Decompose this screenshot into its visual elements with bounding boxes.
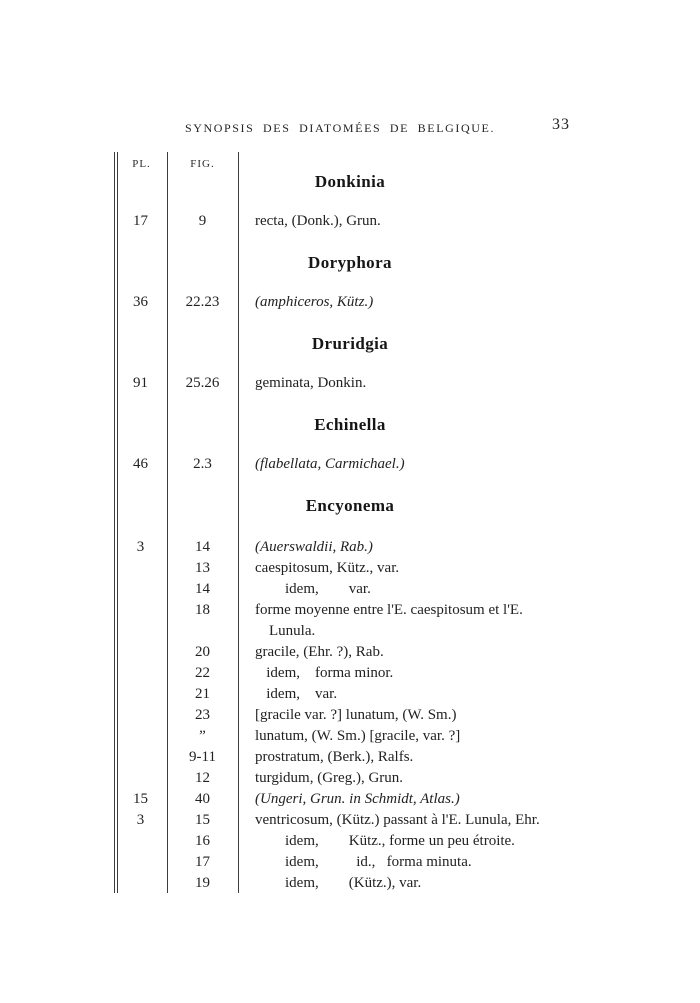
plate-number bbox=[114, 663, 167, 684]
plate-number: 91 bbox=[133, 375, 148, 391]
species-entry bbox=[238, 579, 609, 600]
table-row bbox=[114, 642, 609, 663]
table-row bbox=[114, 454, 609, 475]
table-rule-fig-desc bbox=[238, 152, 239, 893]
genus-section bbox=[114, 335, 609, 394]
species-entry bbox=[238, 558, 609, 579]
species-entry bbox=[238, 852, 609, 873]
figure-number: 2.3 bbox=[193, 456, 212, 472]
plate-number bbox=[114, 558, 167, 579]
table-row bbox=[114, 663, 609, 684]
species-entry-text: idem, Kütz., forme un peu étroite. bbox=[255, 833, 515, 849]
species-entry-text: idem, var. bbox=[255, 686, 338, 702]
species-entry bbox=[238, 684, 609, 705]
species-entry-text: geminata, Donkin. bbox=[255, 375, 367, 391]
table-row bbox=[114, 768, 609, 789]
figure-number: 40 bbox=[195, 791, 210, 807]
species-entry-text: (flabellata, Carmichael.) bbox=[255, 456, 405, 472]
table-left-double-rule-inner bbox=[117, 152, 118, 893]
species-entry-text: (Ungeri, Grun. in Schmidt, Atlas.) bbox=[255, 791, 460, 807]
table-row bbox=[114, 558, 609, 579]
table-row bbox=[114, 831, 609, 852]
species-entry bbox=[238, 292, 609, 313]
figure-number: 14 bbox=[195, 539, 210, 555]
table-row bbox=[114, 852, 609, 873]
plate-number: 36 bbox=[133, 294, 148, 310]
species-entry-text: (Auerswaldii, Rab.) bbox=[255, 539, 373, 555]
plate-number bbox=[114, 579, 167, 600]
genus-section bbox=[114, 173, 609, 232]
species-entry bbox=[238, 454, 609, 475]
species-entry-text: (amphiceros, Kütz.) bbox=[255, 294, 374, 310]
table-row bbox=[114, 810, 609, 831]
species-entry-text: ventricosum, (Kütz.) passant à l'E. Lunula, Ehr. bbox=[255, 812, 540, 828]
figure-number: 12 bbox=[195, 770, 210, 786]
plate-number bbox=[114, 705, 167, 726]
species-entry-text: idem, var. bbox=[255, 581, 371, 597]
table-row bbox=[114, 873, 609, 894]
figure-number: 9-11 bbox=[189, 749, 216, 765]
plate-number: 3 bbox=[136, 812, 145, 828]
plate-number bbox=[114, 684, 167, 705]
species-entry-text: idem, id., forma minuta. bbox=[255, 854, 472, 870]
species-entry bbox=[238, 600, 609, 642]
figure-number: ” bbox=[199, 728, 206, 744]
plate-number: 46 bbox=[133, 456, 148, 472]
plate-number bbox=[114, 768, 167, 789]
table-rule-pl-fig bbox=[167, 152, 168, 893]
species-entry bbox=[238, 373, 609, 394]
genus-heading: Donkinia bbox=[314, 172, 386, 191]
table-row bbox=[114, 600, 609, 642]
species-entry bbox=[238, 789, 609, 810]
species-entry-text: prostratum, (Berk.), Ralfs. bbox=[255, 749, 414, 765]
species-entry bbox=[238, 873, 609, 894]
species-entry bbox=[238, 642, 609, 663]
figure-number: 16 bbox=[195, 833, 210, 849]
plate-number bbox=[114, 642, 167, 663]
genus-section bbox=[114, 416, 609, 475]
figure-number: 17 bbox=[195, 854, 210, 870]
figure-number: 25.26 bbox=[185, 375, 220, 391]
plate-number bbox=[114, 747, 167, 768]
species-entry bbox=[238, 705, 609, 726]
species-entry-text: idem, forma minor. bbox=[255, 665, 394, 681]
species-entry bbox=[238, 810, 609, 831]
table-row bbox=[114, 537, 609, 558]
species-entry-text: idem, (Kütz.), var. bbox=[255, 875, 422, 891]
species-entry bbox=[238, 537, 609, 558]
plate-number bbox=[114, 852, 167, 873]
species-entry-text: lunatum, (W. Sm.) [gracile, var. ?] bbox=[255, 728, 461, 744]
figure-number: 14 bbox=[195, 581, 210, 597]
species-entry bbox=[238, 726, 609, 747]
genus-heading: Echinella bbox=[314, 415, 386, 434]
column-headers bbox=[114, 158, 609, 170]
species-entry bbox=[238, 768, 609, 789]
column-header-figure: FIG. bbox=[190, 158, 215, 170]
species-entry-continuation: Lunula. bbox=[269, 623, 316, 639]
figure-number: 22 bbox=[195, 665, 210, 681]
figure-number: 9 bbox=[198, 213, 207, 229]
plate-number bbox=[114, 600, 167, 642]
plate-number: 17 bbox=[133, 213, 148, 229]
species-entry bbox=[238, 831, 609, 852]
species-entry-text: caespitosum, Kütz., var. bbox=[255, 560, 400, 576]
plate-number: 3 bbox=[136, 539, 145, 555]
table-left-double-rule-outer bbox=[114, 152, 115, 893]
running-header-title: SYNOPSIS DES DIATOMÉES DE BELGIQUE. bbox=[184, 121, 496, 135]
figure-number: 20 bbox=[195, 644, 210, 660]
genus-heading: Encyonema bbox=[305, 496, 395, 515]
table-row bbox=[114, 726, 609, 747]
species-entry-text: recta, (Donk.), Grun. bbox=[255, 213, 381, 229]
species-entry-text: [gracile var. ?] lunatum, (W. Sm.) bbox=[255, 707, 457, 723]
species-entry bbox=[238, 211, 609, 232]
species-entry bbox=[238, 663, 609, 684]
genus-section bbox=[114, 497, 609, 894]
species-entry-text: gracile, (Ehr. ?), Rab. bbox=[255, 644, 384, 660]
table-row bbox=[114, 789, 609, 810]
table-row bbox=[114, 684, 609, 705]
page-number: 33 bbox=[552, 116, 570, 133]
species-entry bbox=[238, 747, 609, 768]
plate-number bbox=[114, 873, 167, 894]
figure-number: 13 bbox=[195, 560, 210, 576]
species-entry-text: forme moyenne entre l'E. caespitosum et l'E. bbox=[255, 602, 523, 618]
table-row bbox=[114, 747, 609, 768]
table-row bbox=[114, 579, 609, 600]
plate-number bbox=[114, 726, 167, 747]
plate-number bbox=[114, 831, 167, 852]
figure-number: 15 bbox=[195, 812, 210, 828]
figure-number: 21 bbox=[195, 686, 210, 702]
genus-section bbox=[114, 254, 609, 313]
table-row bbox=[114, 292, 609, 313]
genus-heading: Druridgia bbox=[311, 334, 389, 353]
genus-heading: Doryphora bbox=[308, 253, 392, 272]
figure-number: 22.23 bbox=[185, 294, 220, 310]
column-header-plate: PL. bbox=[132, 158, 151, 170]
synopsis-table bbox=[114, 152, 609, 893]
figure-number: 23 bbox=[195, 707, 210, 723]
table-row bbox=[114, 211, 609, 232]
figure-number: 19 bbox=[195, 875, 210, 891]
table-row bbox=[114, 705, 609, 726]
table-body bbox=[114, 173, 609, 894]
species-entry-text: turgidum, (Greg.), Grun. bbox=[255, 770, 404, 786]
plate-number: 15 bbox=[133, 791, 148, 807]
table-row bbox=[114, 373, 609, 394]
figure-number: 18 bbox=[195, 602, 210, 618]
